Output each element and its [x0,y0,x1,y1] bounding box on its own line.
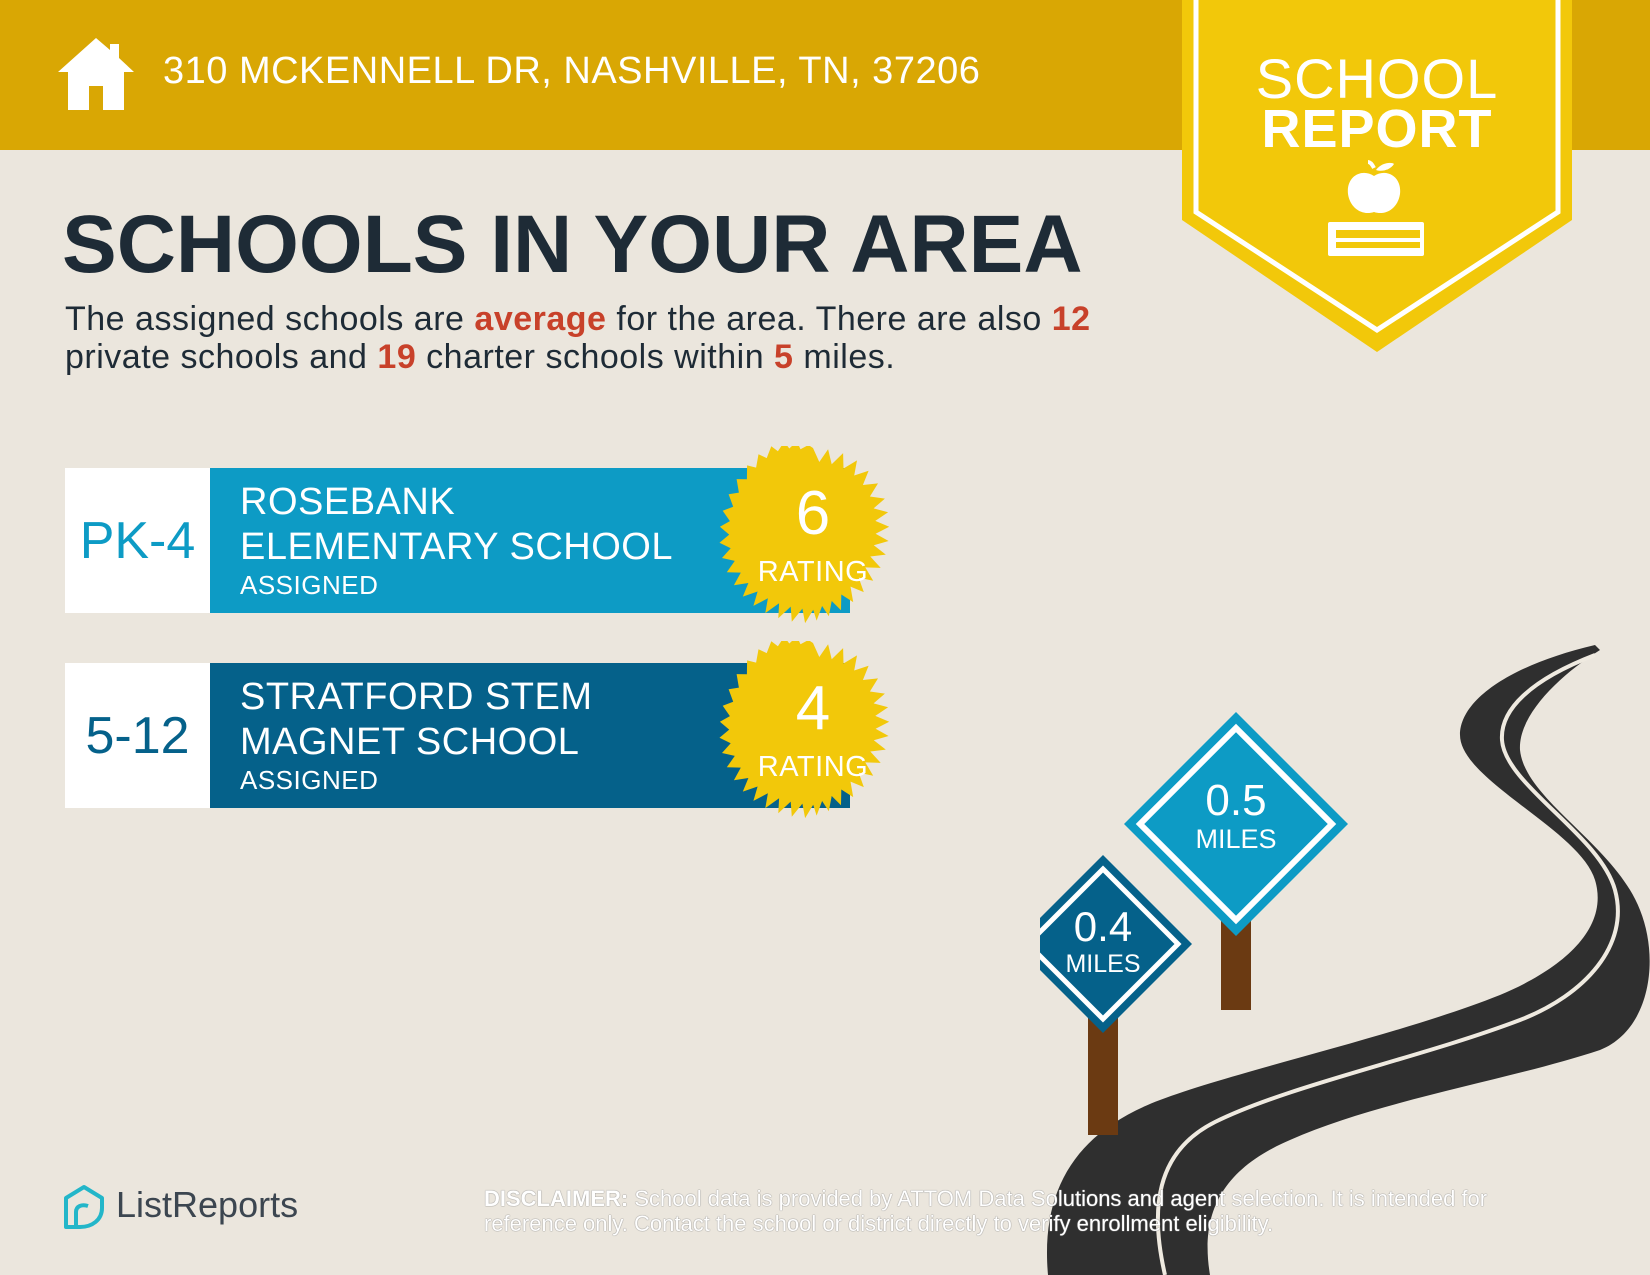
grade-range: 5-12 [65,663,210,808]
home-icon [56,36,136,112]
apple-on-book-icon [1322,160,1430,260]
school-card-rosebank[interactable] [65,468,905,613]
badge-line-1: SCHOOL [1255,47,1499,110]
assignment-status: ASSIGNED [240,570,379,600]
page-title: SCHOOLS IN YOUR AREA [62,199,1083,290]
school-card-stratford[interactable] [65,663,905,808]
sign-distance-unit: MILES [1065,950,1141,978]
school-name: ROSEBANK ELEMENTARY SCHOOL [240,481,673,568]
listreports-logo-icon[interactable] [62,1184,106,1230]
property-address: 310 MCKENNELL DR, NASHVILLE, TN, 37206 [163,50,981,92]
sign-distance-value: 0.4 [1073,903,1133,950]
private-count: 12 [1051,300,1091,338]
quality-highlight: average [474,300,607,338]
brand-name[interactable]: ListReports [116,1184,299,1225]
sign-distance-value: 0.5 [1205,776,1267,825]
badge-line-2: REPORT [1261,99,1493,159]
disclaimer: DISCLAIMER: School data is provided by ATTOM Data Solutions and agent selection. It is intended for reference only. Contact the school or district directly to verify enrollment eligibility. [484,1186,1488,1236]
rating-label: RATING [757,556,869,588]
grade-range: PK-4 [65,468,210,613]
sign-distance-unit: MILES [1195,824,1277,854]
assignment-status: ASSIGNED [240,765,379,795]
rating-label: RATING [757,751,869,783]
rating-value: 6 [795,479,831,548]
radius-miles: 5 [774,338,794,376]
school-summary: The assigned schools are average for the area. There are also 12 private schools and 19 charter schools within 5 miles. [65,300,1091,376]
charter-count: 19 [377,338,417,376]
school-name: STRATFORD STEM MAGNET SCHOOL [240,676,593,763]
rating-value: 4 [795,674,831,743]
